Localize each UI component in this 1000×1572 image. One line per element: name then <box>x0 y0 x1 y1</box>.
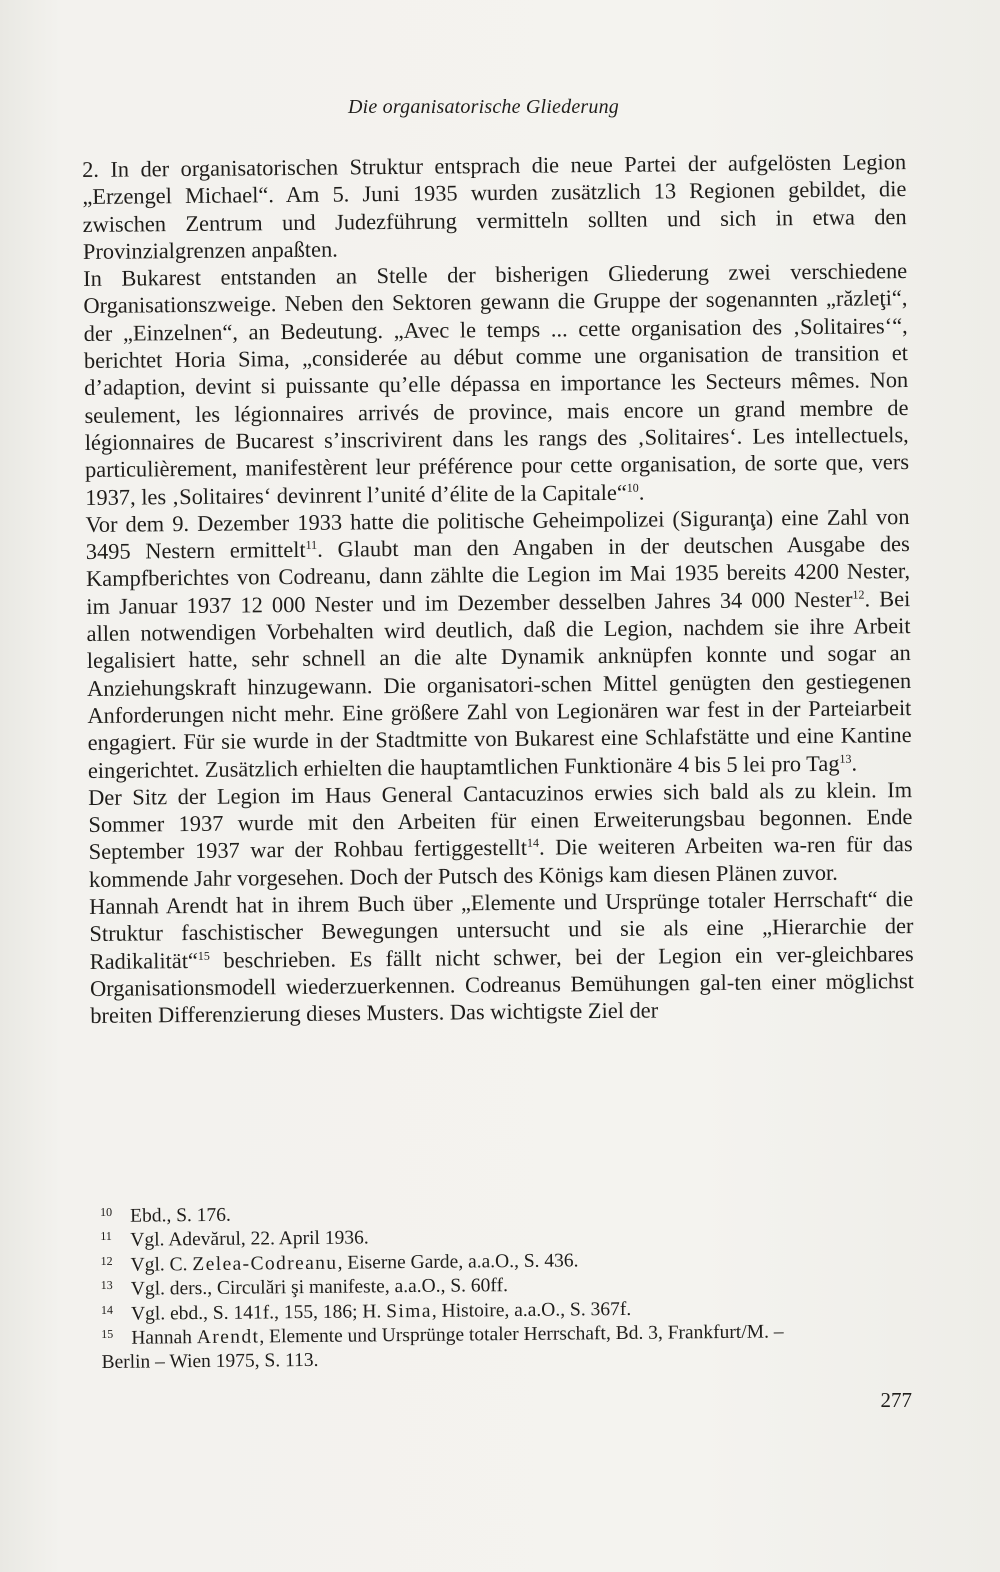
footnote-text: Vgl. ebd., S. 141f., 155, 186; H. Sima, Histoire, a.a.O., S. 367f. <box>130 1298 632 1325</box>
paragraph-1: 2. In der organisatorischen Struktur entsprach die neue Partei der aufgelösten Legion „Erzengel Michael“. Am 5. Juni 1935 wurden zusätzlich 13 Regionen gebildet, die zwischen Zentrum und Judezführung vermitteln sollten und sich in etwa den Provinzialgrenzen anpaßten. <box>82 149 907 264</box>
author-name: Arendt <box>196 1326 260 1349</box>
paragraph-5: Hannah Arendt hat in ihrem Buch über „Elemente und Ursprünge totaler Herrschaft“ die Struktur faschistischer Bewegungen untersucht und sie als eine „Hierarchie der Radikalität“$^{15}$ beschrieben. Es fällt nicht schwer, bei der Legion ein ver-gleichbares Organisationsmodell wiederzuerkennen. Codreanus Bemühungen gal-ten einer möglichst breiten Differenzierung dieses Musters. Das wichtigste Ziel der <box>89 886 915 1029</box>
footnote-number: 12 <box>100 1253 113 1268</box>
footnote-number: 11 <box>100 1229 112 1244</box>
author-name: Sima <box>386 1300 432 1322</box>
footnotes <box>100 1197 920 1376</box>
footnote-number: 13 <box>100 1278 113 1293</box>
page-number: 277 <box>880 1388 912 1412</box>
footnote-text: Hannah Arendt, Elemente und Ursprünge totaler Herrschaft, Bd. 3, Frankfurt/M. – <box>131 1321 784 1349</box>
body-text <box>82 148 914 1029</box>
footnote-text: Vgl. ders., Circulări şi manifeste, a.a.O., S. 60ff. <box>130 1275 509 1300</box>
footnote-15-continuation: Berlin – Wien 1975, S. 113. <box>101 1350 319 1374</box>
footnote-ref-11[interactable]: 11 <box>305 537 318 553</box>
footnote-ref-15[interactable]: 15 <box>197 948 210 963</box>
author-name: Zelea-Codreanu <box>192 1252 338 1275</box>
footnote-number: 10 <box>100 1204 113 1219</box>
footnote-ref-12[interactable]: 12 <box>852 587 865 602</box>
paragraph-3: Vor dem 9. Dezember 1933 hatte die politische Geheimpolizei (Siguranţa) eine Zahl von 3495 Nestern ermittelt$^{11}$. Glaubt man den Angaben in der deutschen Ausgabe des Kampfberichtes von Codreanu, dann zählte die Legion im Mai 1935 bereits 4200 Nester, im Januar 1937 12 000 Nester und im Dezember desselben Jahres 34 000 Nester$^{12}$. Bei allen notwendigen Vorbehalten wird deutlich, daß die Legion, nachdem sie ihre Arbeit legalisiert hatte, sehr schnell an die alte Dynamik anknüpfen konnte und sogar an Anziehungskraft hinzugewann. Die organisatori-schen Mittel genügten den gestiegenen Anforderungen nicht mehr. Eine größere Zahl von Legionären war fest in der Parteiarbeit engagiert. Für sie wurde in der Stadtmitte von Bukarest eine Schlafstätte und eine Kantine eingerichtet. Zusätzlich erhielten die hauptamtlichen Funktionäre 4 bis 5 lei pro Tag$^{13}$. <box>85 503 912 783</box>
footnote-text: Vgl. C. Zelea-Codreanu, Eiserne Garde, a.a.O., S. 436. <box>130 1250 579 1276</box>
paragraph-2: In Bukarest entstanden an Stelle der bisherigen Gliederung zwei verschiedene Organisationszweige. Neben den Sektoren gewann die Gruppe der sogenannten „răzleţi“, der „Einzelnen“, an Bedeutung. „Avec le temps ... cette organisation des ‚Solitaires‘“, berichtet Horia Sima, „considerée au début comme une organisation de transition et d’adaption, devint si puissante qu’elle dépassa en importance les Secteurs mêmes. Non seulement, les légionnaires arrivés de province, mais encore un grand membre de légionnaires de Bucarest s’inscrivirent dans les rangs des ‚Solitaires‘. Les intellectuels, particulièrement, manifestèrent leur préférence pour cette organisation, de sorte que, vers 1937, les ‚Solitaires‘ devinrent l’unité d’élite de la Capitale“$^{10}$. <box>83 258 910 510</box>
footnote-number: 14 <box>100 1302 114 1317</box>
footnote-text: Vgl. Adevărul, 22. April 1936. <box>130 1227 369 1252</box>
footnote-number: 15 <box>101 1326 114 1342</box>
footnote-ref-13[interactable]: 13 <box>839 751 852 766</box>
footnote-ref-14[interactable]: 14 <box>526 836 540 851</box>
footnote-ref-10[interactable]: 10 <box>626 480 639 495</box>
paragraph-4: Der Sitz der Legion im Haus General Cantacuzinos erwies sich bald als zu klein. Im Sommer 1937 wurde mit den Arbeiten für einen Erweiterungsbau begonnen. Ende September 1937 war der Rohbau fertiggestellt$^{14}$. Die weiteren Arbeiten wa-ren für das kommende Jahr vorgesehen. Doch der Putsch des Königs kam diesen Plänen zuvor. <box>88 776 913 892</box>
running-head: Die organisatorische Gliederung <box>348 96 619 118</box>
footnote-text: Ebd., S. 176. <box>130 1204 231 1227</box>
